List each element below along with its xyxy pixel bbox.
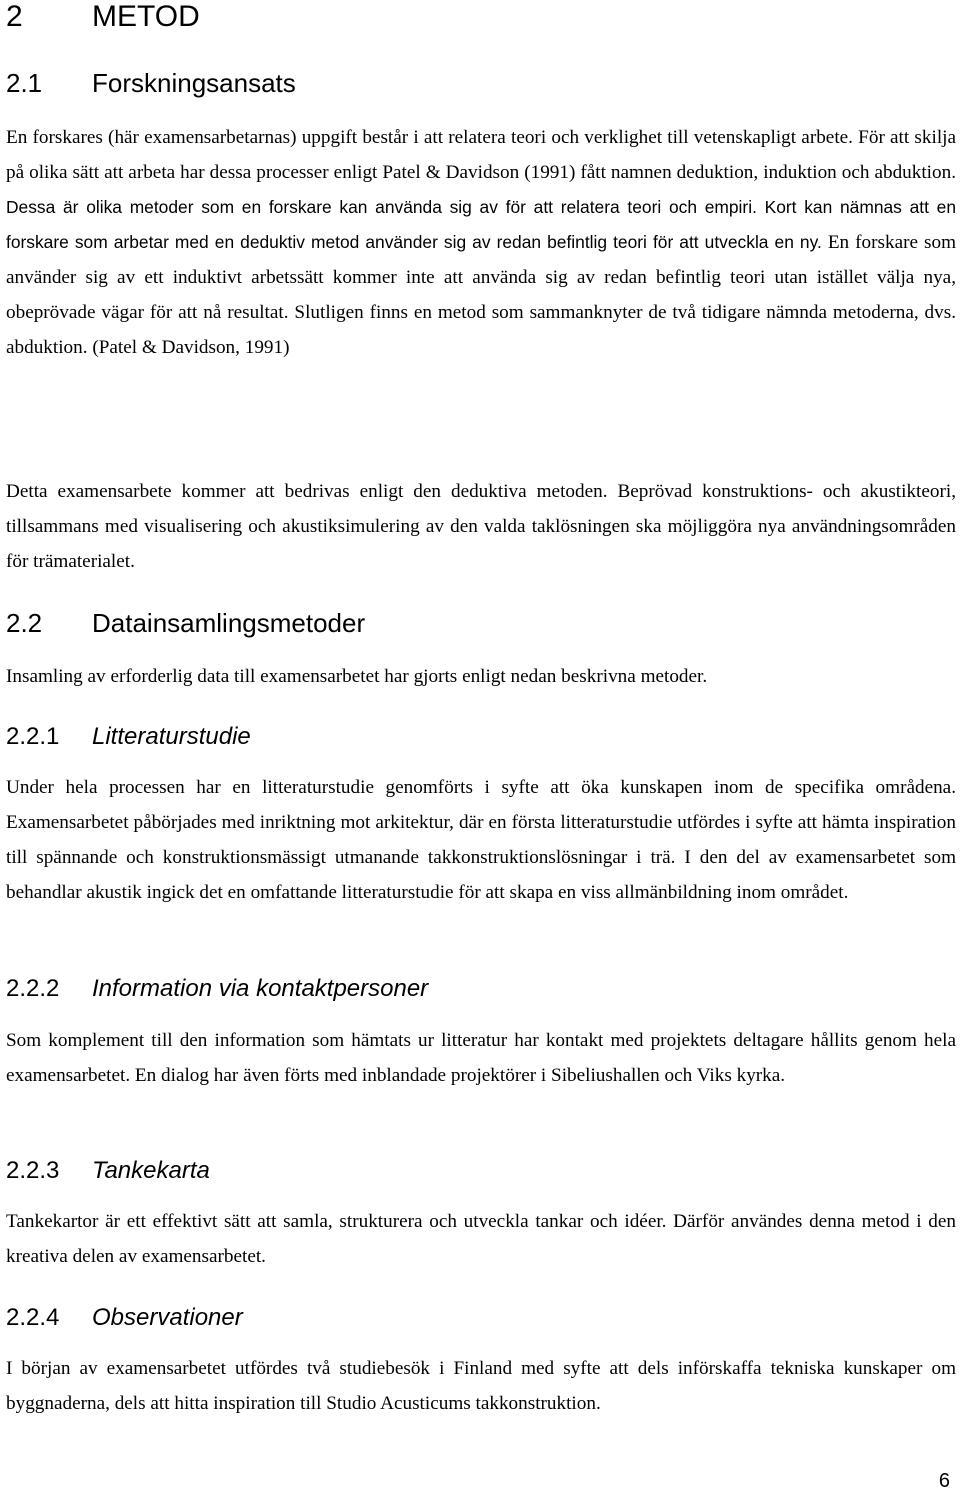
section-2-2-1-paragraph: Under hela processen har en litteraturstudie genomförts i syfte att öka kunskapen inom de specifika områdena. Examensarbetet påbörjades med inriktning mot arkitektur, där en första litteraturstudie utfördes i syfte att hämta inspiration till spännande och konstruktionsmässigt utmanande takkonstruktionslösningar i trä. I den del av examensarbetet som behandlar akustik ingick det en omfattande litteraturstudie för att skapa en viss allmänbildning inom området. — [6, 777, 956, 903]
section-2-2-2-heading — [6, 975, 428, 1003]
section-2-1-paragraph-2: Detta examensarbete kommer att bedrivas enligt den deduktiva metoden. Beprövad konstruktions- och akustikteori, tillsammans med visualisering och akustiksimulering av den valda taklösningen ska möjliggöra nya användningsområden för trämaterialet. — [6, 481, 956, 572]
section-2-2-paragraph: Insamling av erforderlig data till examensarbetet har gjorts enligt nedan beskrivna metoder. — [6, 666, 708, 687]
paragraph-text-part-2: Dessa är olika metoder som en forskare kan använda sig av för att relatera teori och empiri. Kort kan nämnas att en forskare som arbetar med en deduktiv metod använder sig av redan befintlig teori för att utveckla en ny. — [6, 197, 956, 252]
page-number: 6 — [938, 1470, 950, 1492]
section-number: 2.1 — [6, 68, 43, 98]
section-2-1-paragraph-1 — [6, 120, 956, 365]
section-2-2-1-heading — [6, 723, 251, 751]
section-number: 2.2.1 — [6, 723, 60, 750]
section-title: Observationer — [92, 1304, 243, 1331]
section-number: 2.2.3 — [6, 1157, 60, 1184]
section-2-2-heading — [6, 608, 365, 638]
section-title: Datainsamlingsmetoder — [92, 608, 366, 638]
section-2-2-3-paragraph: Tankekartor är ett effektivt sätt att samla, strukturera och utveckla tankar och idéer. Därför användes denna metod i den kreativa delen av examensarbetet. — [6, 1211, 956, 1267]
section-2-2-4-paragraph: I början av examensarbetet utfördes två studiebesök i Finland med syfte att dels införskaffa tekniska kunskaper om byggnaderna, dels att hitta inspiration till Studio Acusticums takkonstruktion. — [6, 1358, 956, 1414]
section-2-2-3-heading — [6, 1157, 210, 1185]
paragraph-text-part-3: En forskare som använder sig av ett induktivt arbetssätt kommer inte att använda sig av redan befintlig teori utan istället välja nya, obeprövade vägar för att nå resultat. Slutligen finns en metod som sammanknyter de två tidigare nämnda metoderna, dvs. abduktion. (Patel & Davidson, 1991) — [6, 232, 956, 358]
chapter-number: 2 — [6, 0, 23, 33]
paragraph-text-part-1: En forskares (här examensarbetarnas) uppgift består i att relatera teori och verklighet till vetenskapligt arbete. För att skilja på olika sätt att arbeta har dessa processer enligt Patel & Davidson (1991) fått namnen deduktion, induktion och abduktion. — [6, 127, 956, 183]
section-title: Tankekarta — [92, 1157, 210, 1184]
section-number: 2.2.2 — [6, 975, 60, 1002]
chapter-heading — [6, 0, 200, 34]
section-2-2-4-heading — [6, 1304, 243, 1332]
section-title: Litteraturstudie — [92, 723, 251, 750]
section-title: Forskningsansats — [92, 68, 296, 98]
section-number: 2.2.4 — [6, 1304, 60, 1331]
section-title: Information via kontaktpersoner — [92, 975, 429, 1002]
chapter-title: METOD — [92, 0, 200, 33]
section-2-2-2-paragraph: Som komplement till den information som hämtats ur litteratur har kontakt med projektets deltagare hållits genom hela examensarbetet. En dialog har även förts med inblandade projektörer i Sibeliushallen och Viks kyrka. — [6, 1030, 956, 1086]
section-2-1-heading — [6, 68, 296, 98]
section-number: 2.2 — [6, 608, 43, 638]
